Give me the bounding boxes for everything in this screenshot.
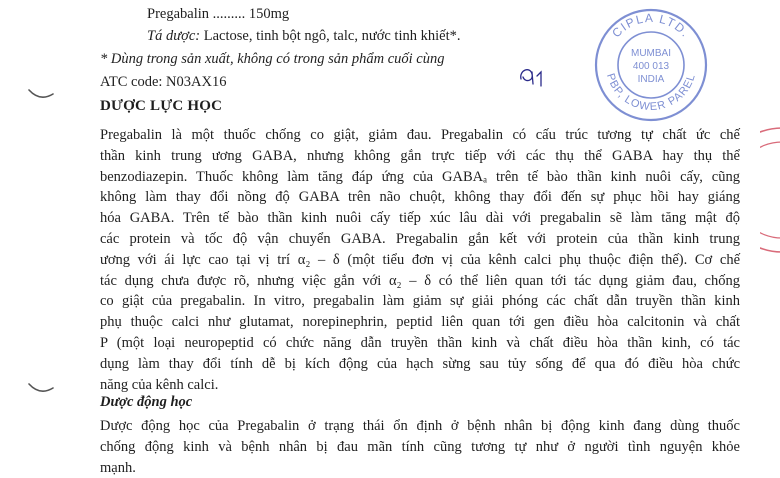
stamp-bottom-text: PBP, LOWER PAREL	[604, 72, 698, 114]
excipient-value: Lactose, tinh bột ngô, talc, nước tinh khiết*.	[200, 28, 461, 44]
text-line: Pregabalin là một thuốc chống co giật, giảm đau. Pregabalin có cấu trúc tương tự chất ức chế	[100, 127, 740, 143]
text-line: phụ thuộc calci như glutamat, norepinephrin, peptid liên quan tới gen điều hòa calcitonin và chất	[100, 314, 740, 331]
text-line: không làm thay đổi nồng độ GABA trên não chuột, không thay đổi đến sự phục hồi hay giáng	[100, 189, 740, 206]
text-line: tác dụng chưa được rõ, nhưng việc gắn với α₂ – δ có thể liên quan tới tác dụng giảm đau, chống	[100, 272, 740, 289]
stamp-city: MUMBAI	[631, 48, 671, 59]
text-line: ương với ái lực cao tại vị trí α₂ – δ (một tiểu đơn vị của kênh calci phụ thuộc điện thế). Cơ chế	[100, 251, 740, 268]
text-line: mạnh.	[100, 459, 136, 476]
atc-code: ATC code: N03AX16	[100, 74, 227, 90]
text-line: co giật của pregabalin. In vitro, pregabalin làm giảm sự giải phóng các chất dẫn truyền thần kinh	[100, 293, 740, 310]
hole-punch-mark	[26, 84, 56, 104]
pharmacodynamics-paragraph	[100, 125, 740, 395]
stamp-top-text: CIPLA LTD.	[609, 10, 694, 41]
stamp-postcode: 400 013	[632, 61, 670, 72]
pharmacokinetics-title: Dược động học	[100, 394, 193, 410]
text-line: chống động kinh và bệnh nhân bị đau mãn tính cũng tương tự như ở người tình nguyện khỏe	[100, 438, 740, 455]
company-stamp	[592, 6, 710, 124]
text-line: P (một loại neuropeptid có chức năng dẫn truyền thần kinh và chất điều hòa thần kinh, có tác	[100, 334, 740, 351]
text-line: các protein và tốc độ vận chuyển GABA. Pregabalin gắn kết với protein của thần kinh trung	[100, 230, 740, 247]
red-stamp-edge	[760, 120, 780, 260]
pharmacokinetics-paragraph	[100, 416, 740, 478]
excipient-line	[147, 28, 460, 45]
text-line: Dược động học của Pregabalin ở trạng thái ổn định ở bệnh nhân bị động kinh đang dùng thuốc	[100, 418, 740, 434]
text-line: hóa GABA. Trên tế bào thần kinh nuôi cấy tiếp xúc lâu dài với pregabalin sẽ làm tăng mật độ	[100, 210, 740, 227]
pharmacodynamics-title: DƯỢC LỰC HỌC	[100, 98, 223, 114]
excipient-label: Tá dược:	[147, 28, 201, 44]
handwritten-mark	[516, 64, 546, 88]
text-line: benzodiazepin. Thuốc không làm tăng đáp ứng của GABAₐ trên tế bào thần kinh nuôi cấy, cũng	[100, 168, 740, 185]
svg-text:CIPLA LTD.	[609, 11, 693, 40]
text-line: dụng làm thay đổi tính dễ bị kích động của hạch sừng sau tủy sống để qua đó điều hòa chức	[100, 355, 740, 372]
text-line: năng của kênh calci.	[100, 376, 219, 393]
hole-punch-mark	[26, 378, 56, 398]
text-line: thần kinh trung ương GABA, nhưng không gắn trực tiếp với các thụ thể GABA hay thụ thể	[100, 147, 740, 164]
manufacturing-note: * Dùng trong sản xuất, không có trong sản phẩm cuối cùng	[100, 51, 445, 67]
stamp-country: INDIA	[637, 74, 665, 85]
ingredient-line: Pregabalin ......... 150mg	[147, 6, 290, 22]
